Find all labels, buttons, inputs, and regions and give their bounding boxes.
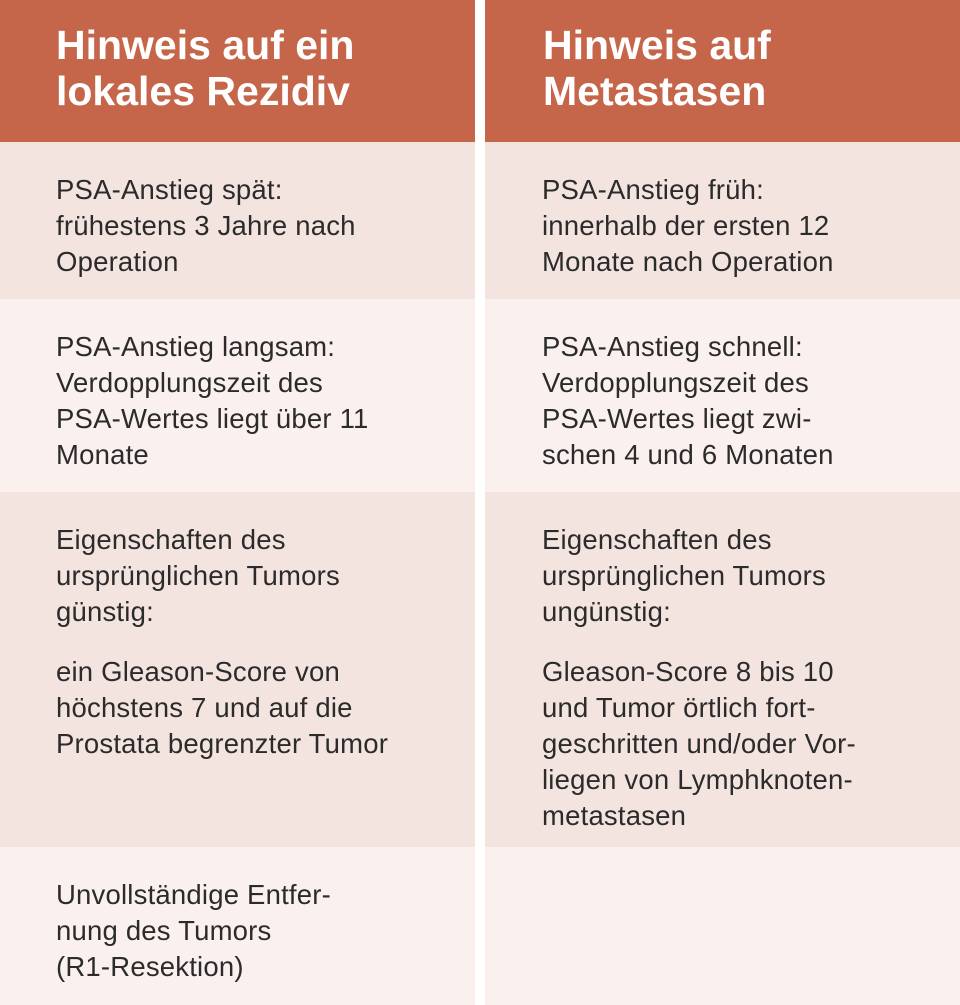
cell-tumor-favorable [0,492,475,847]
cell-line: innerhalb der ersten 12 [542,210,830,241]
cell-line: nung des Tumors [56,915,272,946]
header-local-recurrence [0,0,475,142]
header-metastases [485,0,960,142]
cell-line: Eigenschaften des [542,524,772,555]
cell-line: Operation [56,246,179,277]
cell-line: PSA-Anstieg schnell: [542,331,803,362]
cell-line: frühestens 3 Jahre nach [56,210,356,241]
cell-line: Eigenschaften des [56,524,286,555]
cell-line: schen 4 und 6 Monaten [542,439,834,470]
cell-line: ungünstig: [542,596,671,627]
cell-incomplete-resection [0,847,475,1005]
cell-line: ursprünglichen Tumors [542,560,826,591]
cell-line: PSA-Wertes liegt über 11 [56,403,369,434]
cell-line: PSA-Anstieg langsam: [56,331,336,362]
cell-line: geschritten und/oder Vor- [542,728,856,759]
cell-line: ein Gleason-Score von [56,656,340,687]
header-line: lokales Rezidiv [56,68,350,114]
cell-line: liegen von Lymphknoten- [542,764,853,795]
header-line: Hinweis auf ein [56,22,355,68]
cell-line: Gleason-Score 8 bis 10 [542,656,834,687]
paragraph-gap [56,630,455,654]
cell-tumor-unfavorable [485,492,960,847]
cell-line: Prostata begrenzter Tumor [56,728,389,759]
cell-psa-fast [485,299,960,492]
cell-line: PSA-Wertes liegt zwi- [542,403,812,434]
cell-line: (R1-Resektion) [56,951,244,982]
cell-line: Unvollständige Entfer- [56,879,331,910]
header-line: Hinweis auf [543,22,771,68]
cell-line: Verdopplungszeit des [56,367,323,398]
cell-psa-early [485,142,960,299]
cell-psa-slow [0,299,475,492]
cell-line: Monate [56,439,149,470]
header-line: Metastasen [543,68,767,114]
cell-line: metastasen [542,800,687,831]
cell-empty [485,847,960,1005]
cell-line: und Tumor örtlich fort- [542,692,816,723]
paragraph-gap [542,630,940,654]
cell-line: Monate nach Operation [542,246,834,277]
cell-line: PSA-Anstieg spät: [56,174,283,205]
cell-line: ursprünglichen Tumors [56,560,340,591]
cell-line: günstig: [56,596,154,627]
cell-line: Verdopplungszeit des [542,367,809,398]
cell-line: höchstens 7 und auf die [56,692,353,723]
cell-psa-late [0,142,475,299]
cell-line: PSA-Anstieg früh: [542,174,764,205]
